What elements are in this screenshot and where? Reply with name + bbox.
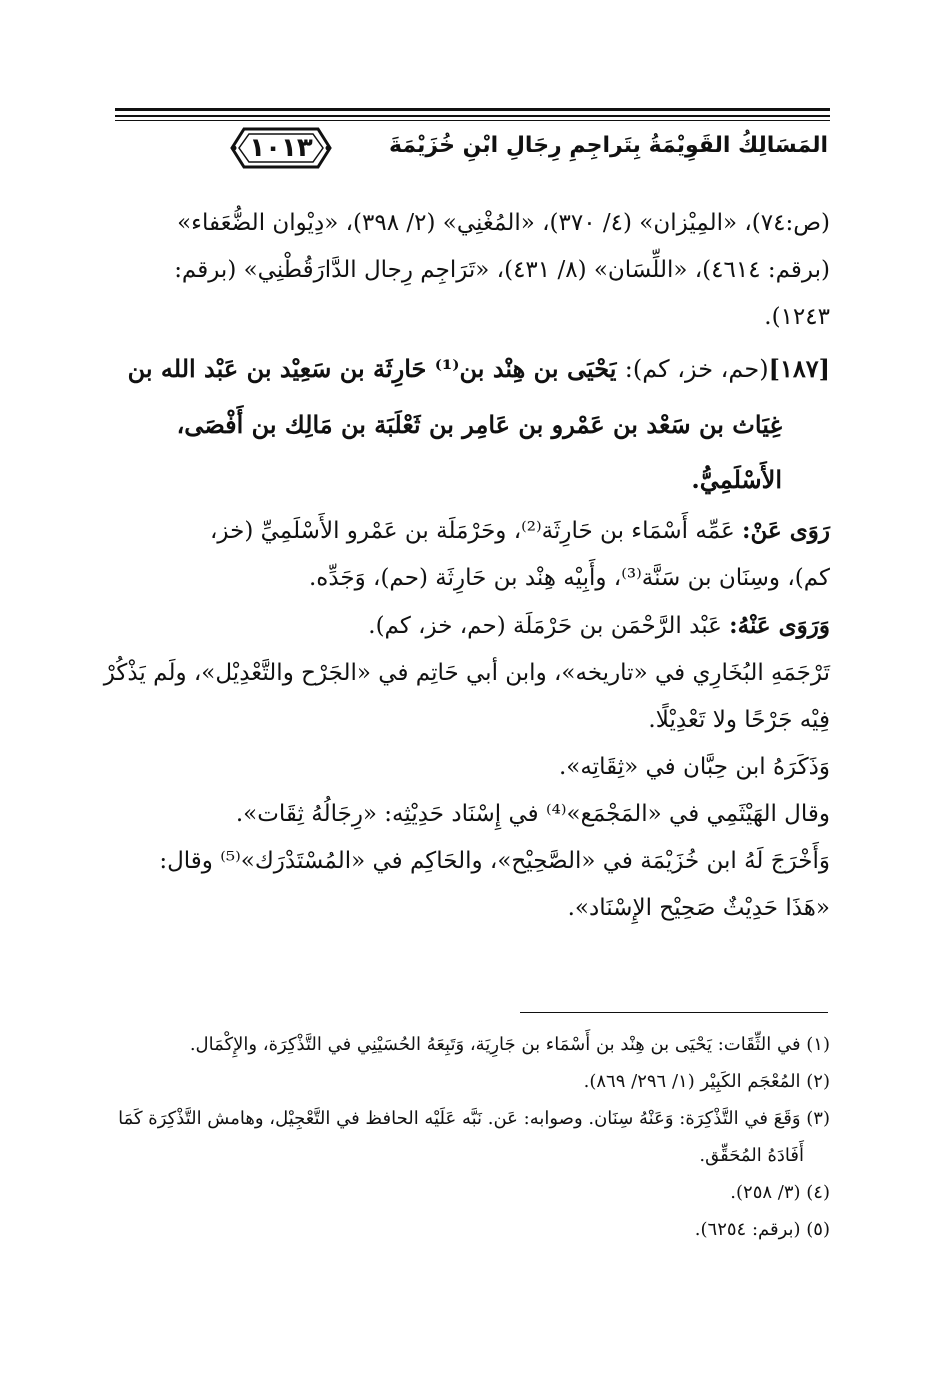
narrated-from-text: عَمِّه أَسْمَاء بن حَارِثَة⁽²⁾، وحَرْمَلَة بن عَمْرو الأَسْلَمِيِّ (خز، [209, 518, 735, 544]
header-rule-thin [115, 120, 830, 121]
narrated-from-line-2: كم)، وسِنَان بن سَنَّة⁽³⁾، وأَبِيْه هِنْد بن حَارِثَة (حم)، وَجَدِّه. [308, 565, 830, 591]
ibn-hibban-line: وَذَكَرَهُ ابن حِبَّان في «ثِقَاتِه». [558, 754, 830, 780]
entry-nisba: الأَسْلَمِيُّ. [691, 465, 782, 494]
biography-line-2: فِيْه جَرْحًا ولا تَعْدِيْلًا. [648, 707, 830, 733]
header-rule-medium [115, 115, 830, 117]
header-rule-thick [115, 108, 830, 111]
haythami-line: وقال الهَيْثَمِي في «المَجْمَع»⁽⁴⁾ في إِسْنَاد حَدِيْثِه: «رِجَالُهُ ثِقَات». [235, 801, 830, 827]
narrated-by-label: وَرَوَى عَنْهُ: [729, 612, 830, 639]
main-text [103, 200, 830, 932]
narrated-by-line [110, 602, 830, 650]
footnote-5: (٥) (برقم: ٦٢٥٤). [694, 1219, 830, 1240]
page-number: ١٠١٣ [249, 133, 313, 163]
text-line: (ص:٧٤)، «المِيْزان» (٤/ ٣٧٠)، «المُغْنِي» (٢/ ٣٩٨)، «دِيْوان الضُّعَفاء» [177, 210, 830, 236]
narrated-from-label: رَوَى عَنْ: [742, 517, 830, 544]
text-line: (برقم: ٤٦١٤)، «اللِّسَان» (٨/ ٤٣١)، «تَرَاجِم رِجال الدَّارَقُطْنِي» (برقم: [174, 257, 830, 283]
biography-line: تَرْجَمَهِ البُخَارِي في «تاريخه»، وابن أبي حَاتِم في «الجَرْح والتَّعْدِيْل»، ولَم يَذْكُرْ [103, 660, 830, 686]
entry-name: يَحْيَى بن هِنْد بن⁽¹⁾ حَارِثَة بن سَعِيْد بن عَبْد الله بن [127, 354, 617, 383]
takhrij-line-2: «هَذَا حَدِيْثٌ صَحِيْح الإِسْنَاد». [567, 895, 830, 921]
entry-symbols: (حم، خز، كم): [624, 355, 769, 383]
running-title: المَسَالِكُ القَوِيْمَةُ بِتَراجِمِ رِجَالِ ابْنِ خُزَيْمَةَ [389, 133, 828, 158]
page-number-badge [230, 125, 332, 171]
takhrij-line: وَأَخْرَجَ لَهُ ابن خُزَيْمَة في «الصَّحِيْح»، والحَاكِم في «المُسْتَدْرَك»⁽⁵⁾ وقال: [159, 848, 830, 874]
narrated-from-line [110, 507, 830, 555]
footnote-3-continued: أَفَادَهُ المُحَقِّق. [699, 1145, 804, 1166]
footnotes [100, 1026, 830, 1248]
narrated-by-text: عَبْد الرَّحْمَن بن حَرْمَلَة (حم، خز، كم). [368, 613, 722, 639]
footnote-4: (٤) (٣/ ٢٥٨). [730, 1182, 830, 1203]
entry-number: [١٨٧] [768, 354, 830, 383]
text-line: ١٢٤٣). [764, 304, 830, 330]
footnote-1: (١) في الثِّقَات: يَحْيَى بن هِنْد بن أَسْمَاء بن جَارِيَة، وَتَبِعَهُ الحُسَيْنِي في التَّذْكِرَة، والإِكْمَال. [189, 1034, 830, 1055]
header-rules [115, 108, 830, 128]
footnote-separator [520, 1012, 828, 1013]
footnote-3: (٣) وَقَعَ في التَّذْكِرَة: وَعَنْهُ سِنَان. وصوابه: عَن. نَبَّه عَلَيْه الحافظ في التَّعْجِيْل، وهامش التَّذْكِرَة كَمَا [118, 1108, 830, 1129]
entry-name-continued: غِيَاث بن سَعْد بن عَمْرو بن عَامِر بن ثَعْلَبَة بن مَالِك بن أَفْصَى، [176, 410, 782, 439]
entry-heading-line [110, 341, 830, 397]
footnote-2: (٢) المُعْجَم الكَبِيْر (١/ ٢٩٦/ ٨٦٩). [583, 1071, 830, 1092]
